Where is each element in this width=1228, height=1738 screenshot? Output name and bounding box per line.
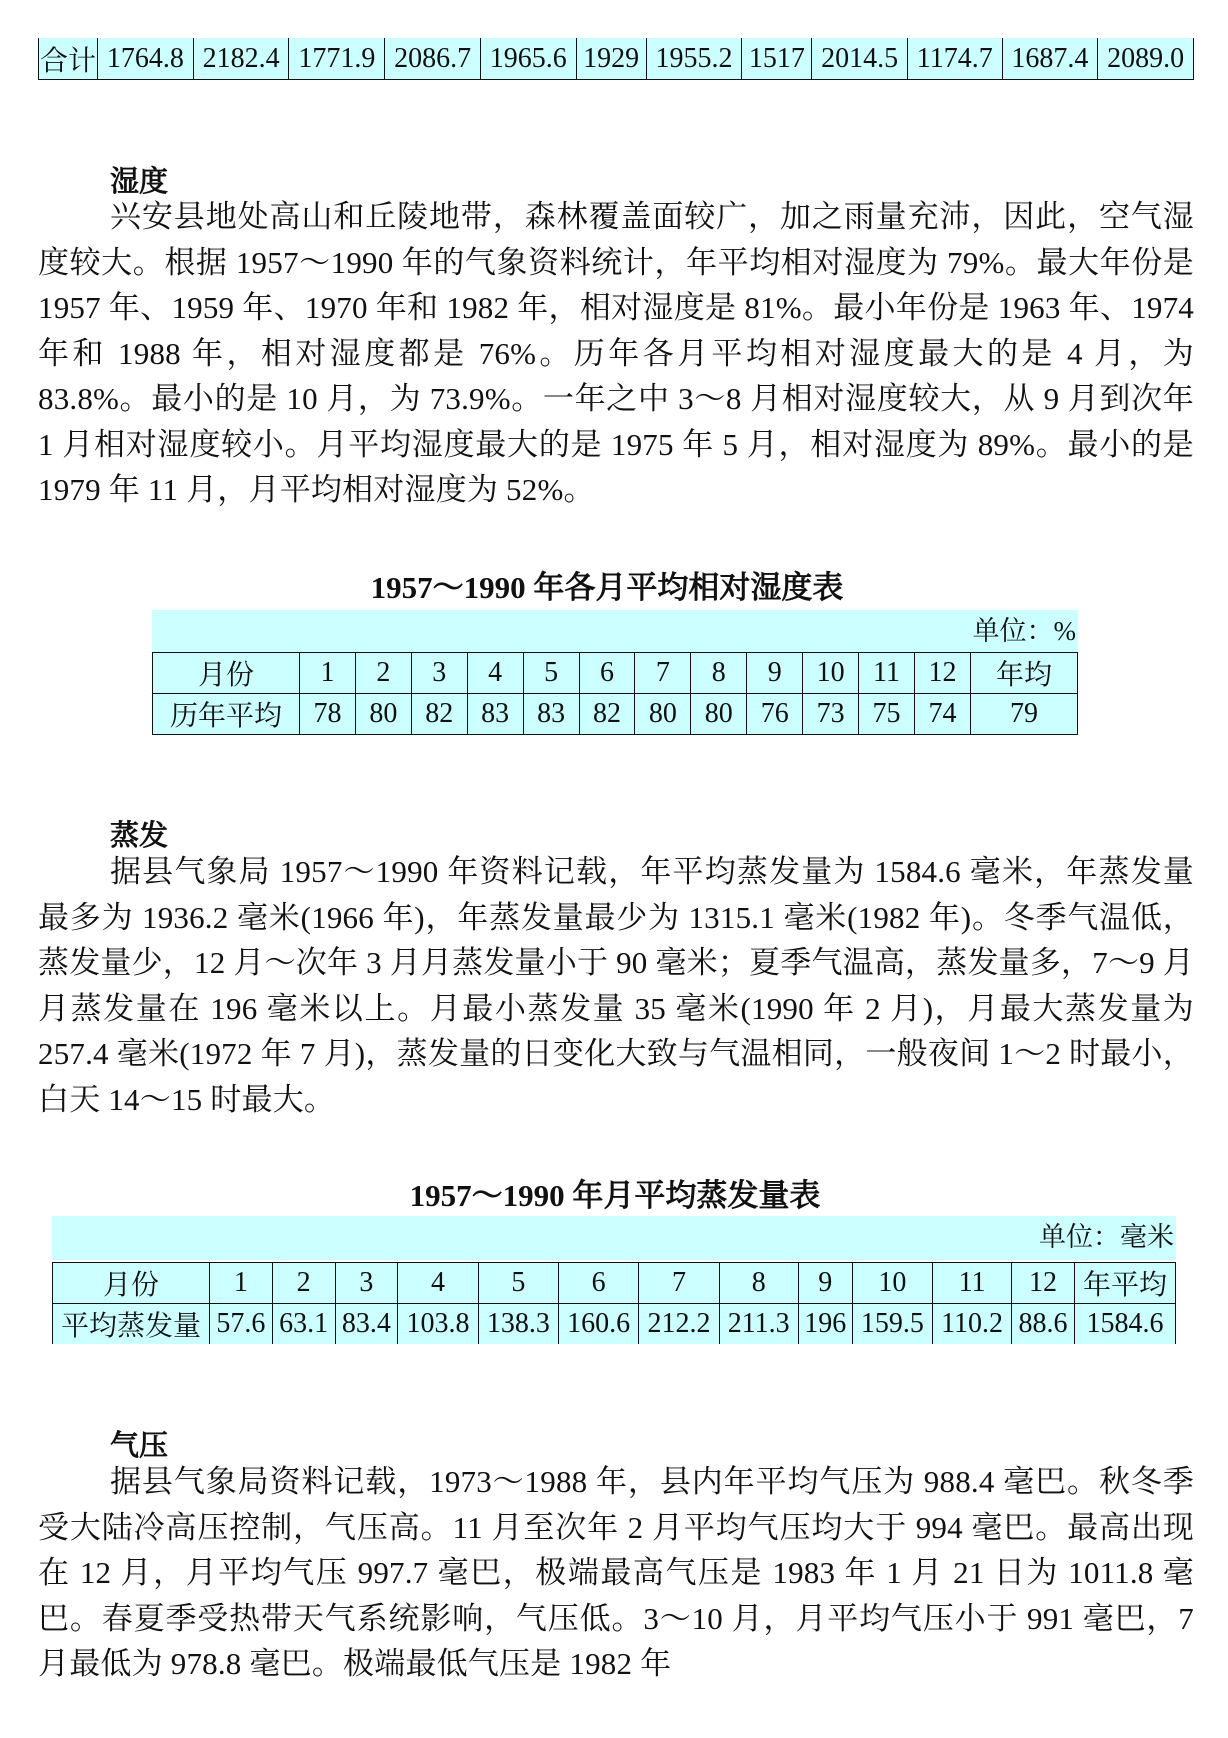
- value-cell: 57.6: [210, 1304, 273, 1345]
- value-cell: 82: [579, 694, 635, 735]
- month-cell: 11: [933, 1263, 1012, 1304]
- evaporation-table-title: 1957～1990 年月平均蒸发量表: [409, 1178, 821, 1213]
- month-cell: 12: [914, 653, 970, 694]
- humidity-unit-label: 单位：%: [152, 610, 1078, 652]
- total-cell: 1174.7: [908, 38, 1002, 80]
- value-cell: 138.3: [478, 1304, 558, 1345]
- evaporation-header-row: [53, 1263, 1176, 1304]
- month-header: 月份: [53, 1263, 210, 1304]
- total-cell: 1764.8: [98, 38, 194, 80]
- value-cell: 83: [523, 694, 579, 735]
- value-cell: 76: [747, 694, 803, 735]
- month-cell: 12: [1012, 1263, 1075, 1304]
- evaporation-paragraph: 据县气象局 1957～1990 年资料记载，年平均蒸发量为 1584.6 毫米，年蒸发量最多为 1936.2 毫米(1966 年)，年蒸发量最少为 1315.1 毫米(1982 年)。冬季气温低，蒸发量少，12 月～次年 3 月月蒸发量小于 90 毫米；夏季气温高，蒸发量多，7～9 月月蒸发量在 196 毫米以上。月最小蒸发量 35 毫米(1990 年 2 月)，月最大蒸发量为 257.4 毫米(1972 年 7 月)，蒸发量的日变化大致与气温相同，一般夜间 1～2 时最小，白天 14～15 时最大。: [38, 854, 1194, 1117]
- value-cell: 159.5: [852, 1304, 932, 1345]
- value-cell: 80: [355, 694, 411, 735]
- value-cell: 82: [411, 694, 467, 735]
- total-cell: 2086.7: [385, 38, 481, 80]
- value-cell: 103.8: [398, 1304, 478, 1345]
- month-cell: 11: [859, 653, 915, 694]
- evaporation-heading: 蒸发: [110, 820, 169, 852]
- value-cell: 80: [691, 694, 747, 735]
- value-cell: 212.2: [639, 1304, 719, 1345]
- month-cell: 7: [639, 1263, 719, 1304]
- row-label: 历年平均: [153, 694, 300, 735]
- month-cell: 1: [210, 1263, 273, 1304]
- rainfall-total-table: [38, 38, 1194, 80]
- evaporation-unit-label: 单位：毫米: [52, 1216, 1176, 1260]
- humidity-value-row: [153, 694, 1078, 735]
- humidity-table-title: 1957～1990 年各月平均相对湿度表: [370, 570, 844, 605]
- month-cell: 6: [579, 653, 635, 694]
- total-cell: 2089.0: [1098, 38, 1194, 80]
- month-cell: 3: [335, 1263, 398, 1304]
- value-cell: 196: [798, 1304, 852, 1345]
- value-cell: 88.6: [1012, 1304, 1075, 1345]
- value-cell: 63.1: [272, 1304, 335, 1345]
- month-cell: 3: [411, 653, 467, 694]
- humidity-table: [152, 652, 1078, 735]
- humidity-header-row: [153, 653, 1078, 694]
- total-cell: 2014.5: [812, 38, 908, 80]
- month-cell: 8: [691, 653, 747, 694]
- humidity-heading: 湿度: [110, 166, 169, 198]
- month-cell: 7: [635, 653, 691, 694]
- month-cell: 5: [478, 1263, 558, 1304]
- total-label: 合计: [39, 38, 98, 80]
- evaporation-table: [52, 1262, 1176, 1344]
- month-cell: 9: [798, 1263, 852, 1304]
- humidity-paragraph: 兴安县地处高山和丘陵地带，森林覆盖面较广，加之雨量充沛，因此，空气湿度较大。根据 1957～1990 年的气象资料统计，年平均相对湿度为 79%。最大年份是 1957 年、1959 年、1970 年和 1982 年，相对湿度是 81%。最小年份是 1963 年、1974 年和 1988 年，相对湿度都是 76%。历年各月平均相对湿度最大的是 4 月，为 83.8%。最小的是 10 月，为 73.9%。一年之中 3～8 月相对湿度较大，从 9 月到次年 1 月相对湿度较小。月平均湿度最大的是 1975 年 5 月，相对湿度为 89%。最小的是 1979 年 11 月，月平均相对湿度为 52%。: [38, 199, 1194, 507]
- pressure-paragraph: 据县气象局资料记载，1973～1988 年，县内年平均气压为 988.4 毫巴。秋冬季受大陆冷高压控制，气压高。11 月至次年 2 月平均气压均大于 994 毫巴。最高出现在 12 月，月平均气压 997.7 毫巴，极端最高气压是 1983 年 1 月 21 日为 1011.8 毫巴。春夏季受热带天气系统影响，气压低。3～10 月，月平均气压小于 991 毫巴，7 月最低为 978.8 毫巴。极端最低气压是 1982 年: [38, 1464, 1194, 1681]
- value-cell: 211.3: [719, 1304, 798, 1345]
- month-cell: 4: [398, 1263, 478, 1304]
- value-cell: 75: [859, 694, 915, 735]
- month-cell: 2: [272, 1263, 335, 1304]
- evaporation-value-row: [53, 1304, 1176, 1345]
- value-cell: 73: [803, 694, 859, 735]
- month-cell: 5: [523, 653, 579, 694]
- row-label: 平均蒸发量: [53, 1304, 210, 1345]
- month-cell: 10: [803, 653, 859, 694]
- annual-header: 年平均: [1075, 1263, 1176, 1304]
- value-cell: 160.6: [558, 1304, 638, 1345]
- annual-value: 79: [971, 694, 1078, 735]
- value-cell: 83.4: [335, 1304, 398, 1345]
- month-header: 月份: [153, 653, 300, 694]
- pressure-heading: 气压: [110, 1430, 169, 1462]
- month-cell: 6: [558, 1263, 638, 1304]
- total-cell: 2182.4: [193, 38, 289, 80]
- total-cell: 1517: [742, 38, 812, 80]
- annual-value: 1584.6: [1075, 1304, 1176, 1345]
- total-cell: 1929: [576, 38, 646, 80]
- total-cell: 1687.4: [1002, 38, 1098, 80]
- annual-header: 年均: [971, 653, 1078, 694]
- value-cell: 83: [467, 694, 523, 735]
- month-cell: 4: [467, 653, 523, 694]
- month-cell: 9: [747, 653, 803, 694]
- month-cell: 1: [300, 653, 356, 694]
- month-cell: 2: [355, 653, 411, 694]
- total-cell: 1965.6: [480, 38, 576, 80]
- total-row: [39, 38, 1194, 80]
- value-cell: 74: [914, 694, 970, 735]
- month-cell: 8: [719, 1263, 798, 1304]
- value-cell: 110.2: [933, 1304, 1012, 1345]
- total-cell: 1955.2: [646, 38, 742, 80]
- value-cell: 80: [635, 694, 691, 735]
- month-cell: 10: [852, 1263, 932, 1304]
- value-cell: 78: [300, 694, 356, 735]
- total-cell: 1771.9: [289, 38, 385, 80]
